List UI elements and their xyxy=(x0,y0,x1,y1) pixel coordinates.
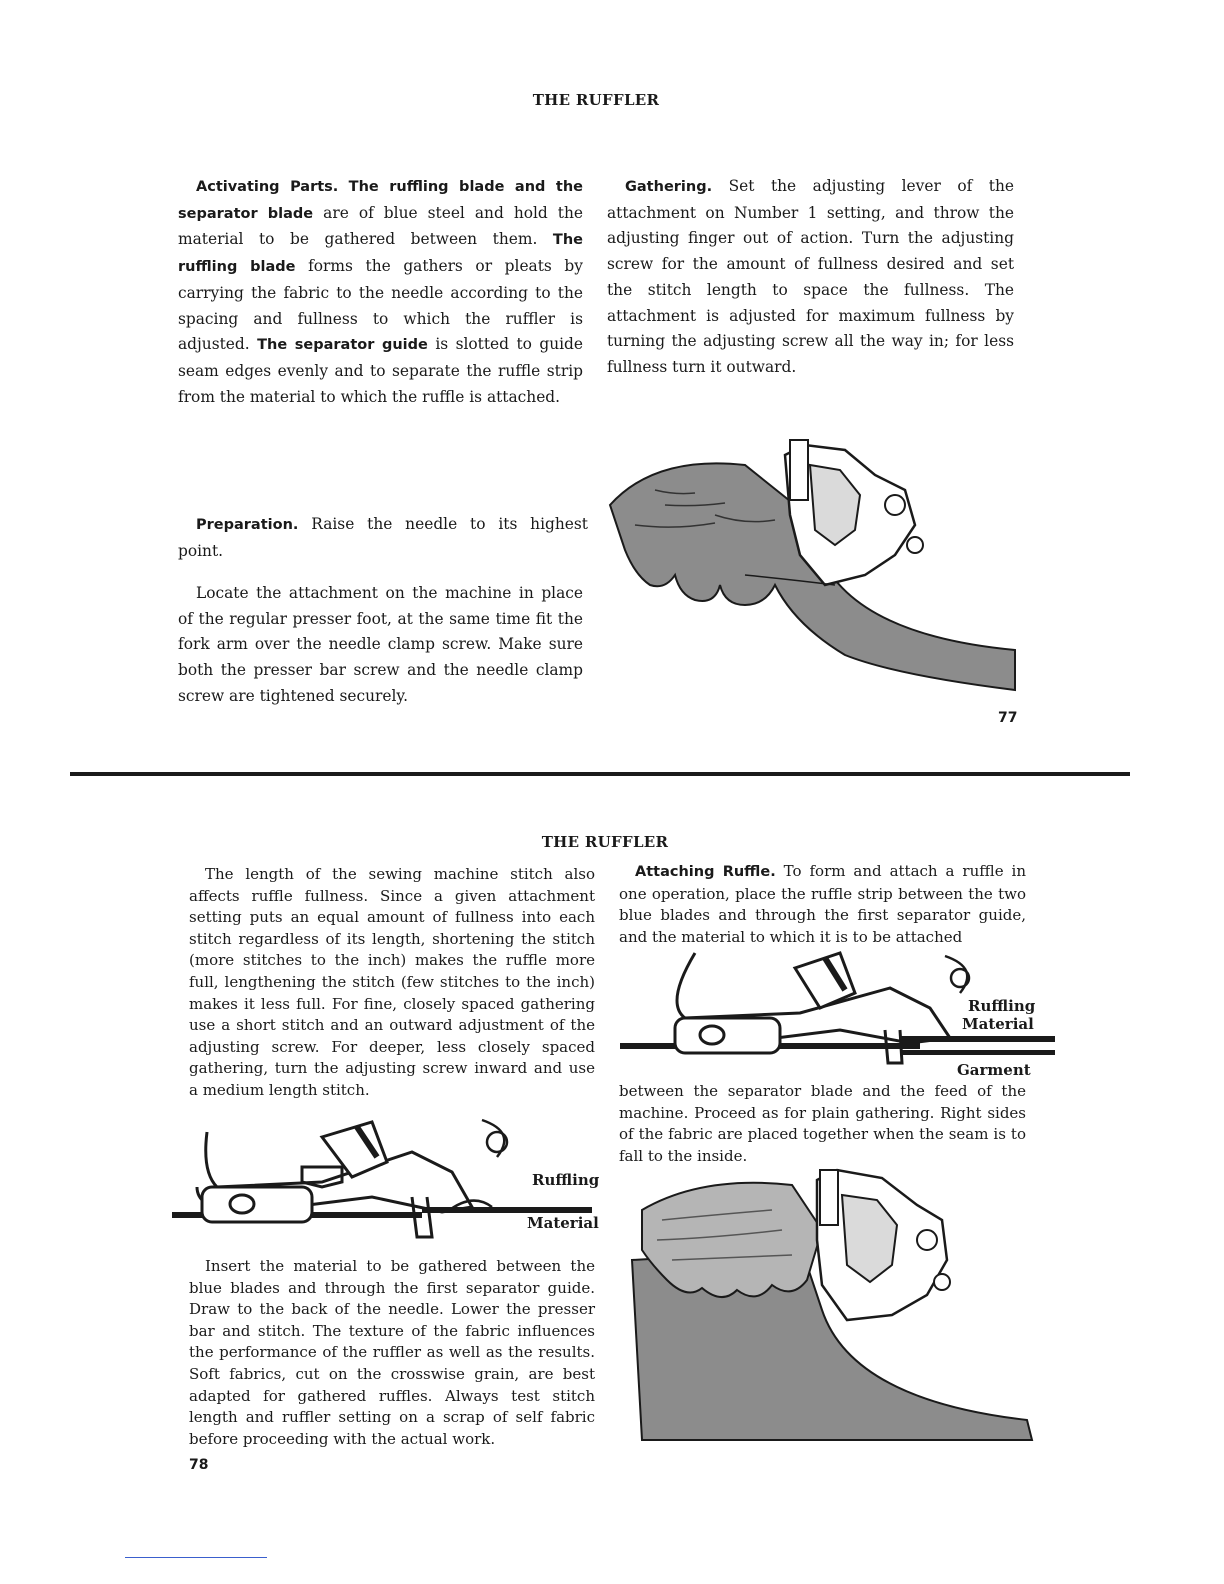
separator-guide-text: is slotted to guide seam edges evenly and to separate the ruffle strip from the material to which the ruffle is attached. xyxy=(178,335,583,406)
footnote-rule xyxy=(125,1557,267,1558)
attaching-ruffle-lead: Attaching Ruffle. xyxy=(635,864,776,880)
activating-parts-paragraph xyxy=(178,174,583,410)
locate-paragraph: Locate the attachment on the machine in place of the regular presser foot, at the same time fit the fork arm over the needle clamp screw. Make sure both the presser bar screw and the needle clamp screw are tightened securely. xyxy=(178,584,583,705)
page-title-78: THE RUFFLER xyxy=(541,833,669,851)
preparation-paragraph xyxy=(178,512,588,564)
page-number-78: 78 xyxy=(189,1457,209,1473)
attaching-ruffle-paragraph xyxy=(619,861,1026,948)
attaching-ruffle-text: To form and attach a ruffle in one operation, place the ruffle strip between the two blue blades and through the first separator guide, and the material to which it is to be attached xyxy=(619,862,1026,946)
attaching-ruffle-illustration xyxy=(622,1170,1042,1440)
attaching-continued-paragraph: between the separator blade and the feed of the machine. Proceed as for plain gathering. Right sides of the fabric are placed together when the seam is to fall to the inside. xyxy=(619,1082,1026,1165)
activating-parts-lead: Activating Parts. xyxy=(196,179,339,195)
blades-text: are of blue steel and hold the material to be gathered between them. xyxy=(178,203,583,249)
separator-guide-bold: The separator guide xyxy=(257,337,428,354)
stitch-length-paragraph: The length of the sewing machine stitch also affects ruffle fullness. Since a given attachment setting puts an equal amount of fullness into each stitch regardless of its length, shortening the stitch (more stitches to the inch) makes the ruffle more full, lengthening the stitch (few stitches to the inch) makes it less full. For fine, closely spaced gathering use a short stitch and an outward adjustment of the adjusting screw. For deeper, less closely spaced gathering, turn the adjusting screw inward and use a medium length stitch. xyxy=(189,865,595,1099)
page-number-77: 77 xyxy=(998,710,1018,726)
page-title-77: THE RUFFLER xyxy=(532,91,660,109)
diagram1-label-material: Material xyxy=(527,1214,599,1232)
page-divider xyxy=(70,772,1130,776)
gathering-paragraph xyxy=(607,174,1014,381)
blades-bold: The ruffling blade and the separator blade xyxy=(178,179,583,222)
ruffling-blade-bold: The ruffling blade xyxy=(178,232,583,276)
ruffler-illustration-77 xyxy=(595,435,1025,705)
diagram1-label-ruffling: Ruffling xyxy=(532,1171,600,1189)
ruffling-blade-text: forms the gathers or pleats by carrying the fabric to the needle according to the spacing and fullness to which the ruffler is adjusted. xyxy=(178,257,583,354)
diagram2-label-garment: Garment xyxy=(957,1061,1031,1079)
diagram2-label-ruffling: Ruffling xyxy=(968,997,1036,1015)
gathering-text: Set the adjusting lever of the attachment on Number 1 setting, and throw the adjusting finger out of action. Turn the adjusting screw for the amount of fullness desired and set the stitch length to space the fullness. The attachment is adjusted for maximum fullness by turning the adjusting screw all the way in; for less fullness turn it outward. xyxy=(607,177,1014,376)
preparation-lead: Preparation. xyxy=(196,517,299,533)
diagram2-label-material: Material xyxy=(962,1015,1034,1033)
preparation-text: Raise the needle to its highest point. xyxy=(178,515,588,560)
gathering-lead: Gathering. xyxy=(625,179,713,195)
insert-material-paragraph: Insert the material to be gathered between the blue blades and through the first separator guide. Draw to the back of the needle. Lower the presser bar and stitch. The texture of the fabric influences the performance of the ruffler as well as the results. Soft fabrics, cut on the crosswise grain, are best adapted for gathered ruffles. Always test stitch length and ruffler setting on a scrap of self fabric before proceeding with the actual work. xyxy=(189,1257,595,1448)
